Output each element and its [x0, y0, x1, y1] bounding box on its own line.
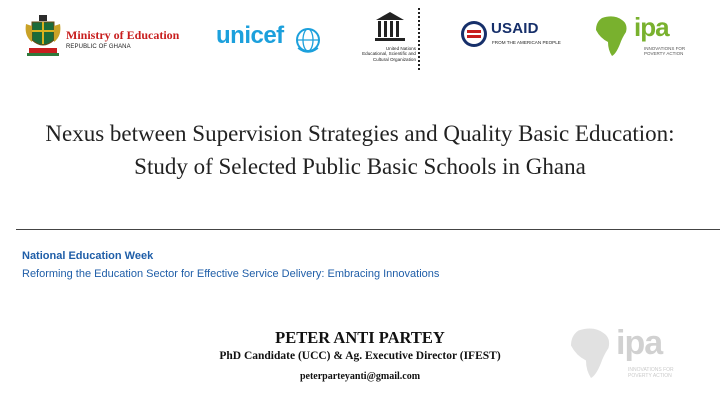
usaid-wordmark: USAID	[491, 20, 539, 37]
title-divider	[16, 229, 720, 230]
partner-logo-bar	[0, 0, 720, 78]
unicef-wordmark: unicef	[216, 22, 284, 49]
presentation-title: Nexus between Supervision Strategies and Quality Basic Education: Study of Selected Public Basic Schools in Ghana	[45, 121, 675, 179]
unesco-name-line: United Nations	[385, 46, 416, 51]
ipa-watermark-tagline: INNOVATIONS FOR POVERTY ACTION	[628, 367, 674, 379]
unesco-logo	[352, 8, 422, 72]
ipa-logo	[592, 12, 688, 64]
presenter-email: peterparteyanti@gmail.com	[299, 371, 421, 382]
unesco-name	[352, 46, 416, 62]
ipa-watermark-wordmark: ipa	[616, 324, 663, 362]
ghana-coat-of-arms-icon	[24, 14, 62, 58]
ipa-watermark	[566, 320, 706, 390]
ipa-africa-map-icon	[592, 14, 632, 58]
usaid-seal-icon	[460, 20, 488, 48]
presenter-role: PhD Candidate (UCC) & Ag. Executive Director (IFEST)	[219, 350, 501, 362]
ipa-watermark-map-icon	[566, 322, 616, 384]
unesco-name-line: Educational, Scientific and	[362, 51, 416, 57]
unesco-dotted-divider	[418, 8, 422, 70]
event-theme: Reforming the Education Sector for Effective Service Delivery: Embracing Innovations	[22, 268, 440, 280]
unicef-logo	[216, 24, 326, 56]
unesco-temple-icon	[372, 10, 408, 44]
usaid-tagline: FROM THE AMERICAN PEOPLE	[492, 40, 561, 45]
usaid-logo	[460, 18, 560, 52]
unicef-globe-icon	[294, 26, 322, 54]
ministry-name: Ministry of Education	[66, 28, 180, 42]
ipa-tagline: INNOVATIONS FOR POVERTY ACTION	[644, 46, 686, 56]
presenter-name: PETER ANTI PARTEY	[275, 328, 445, 347]
ministry-of-education-logo	[24, 14, 184, 58]
ministry-country: REPUBLIC OF GHANA	[66, 44, 131, 50]
event-name: National Education Week	[22, 250, 154, 262]
ipa-wordmark: ipa	[634, 12, 669, 42]
unesco-name-line: Cultural Organization	[372, 56, 416, 62]
